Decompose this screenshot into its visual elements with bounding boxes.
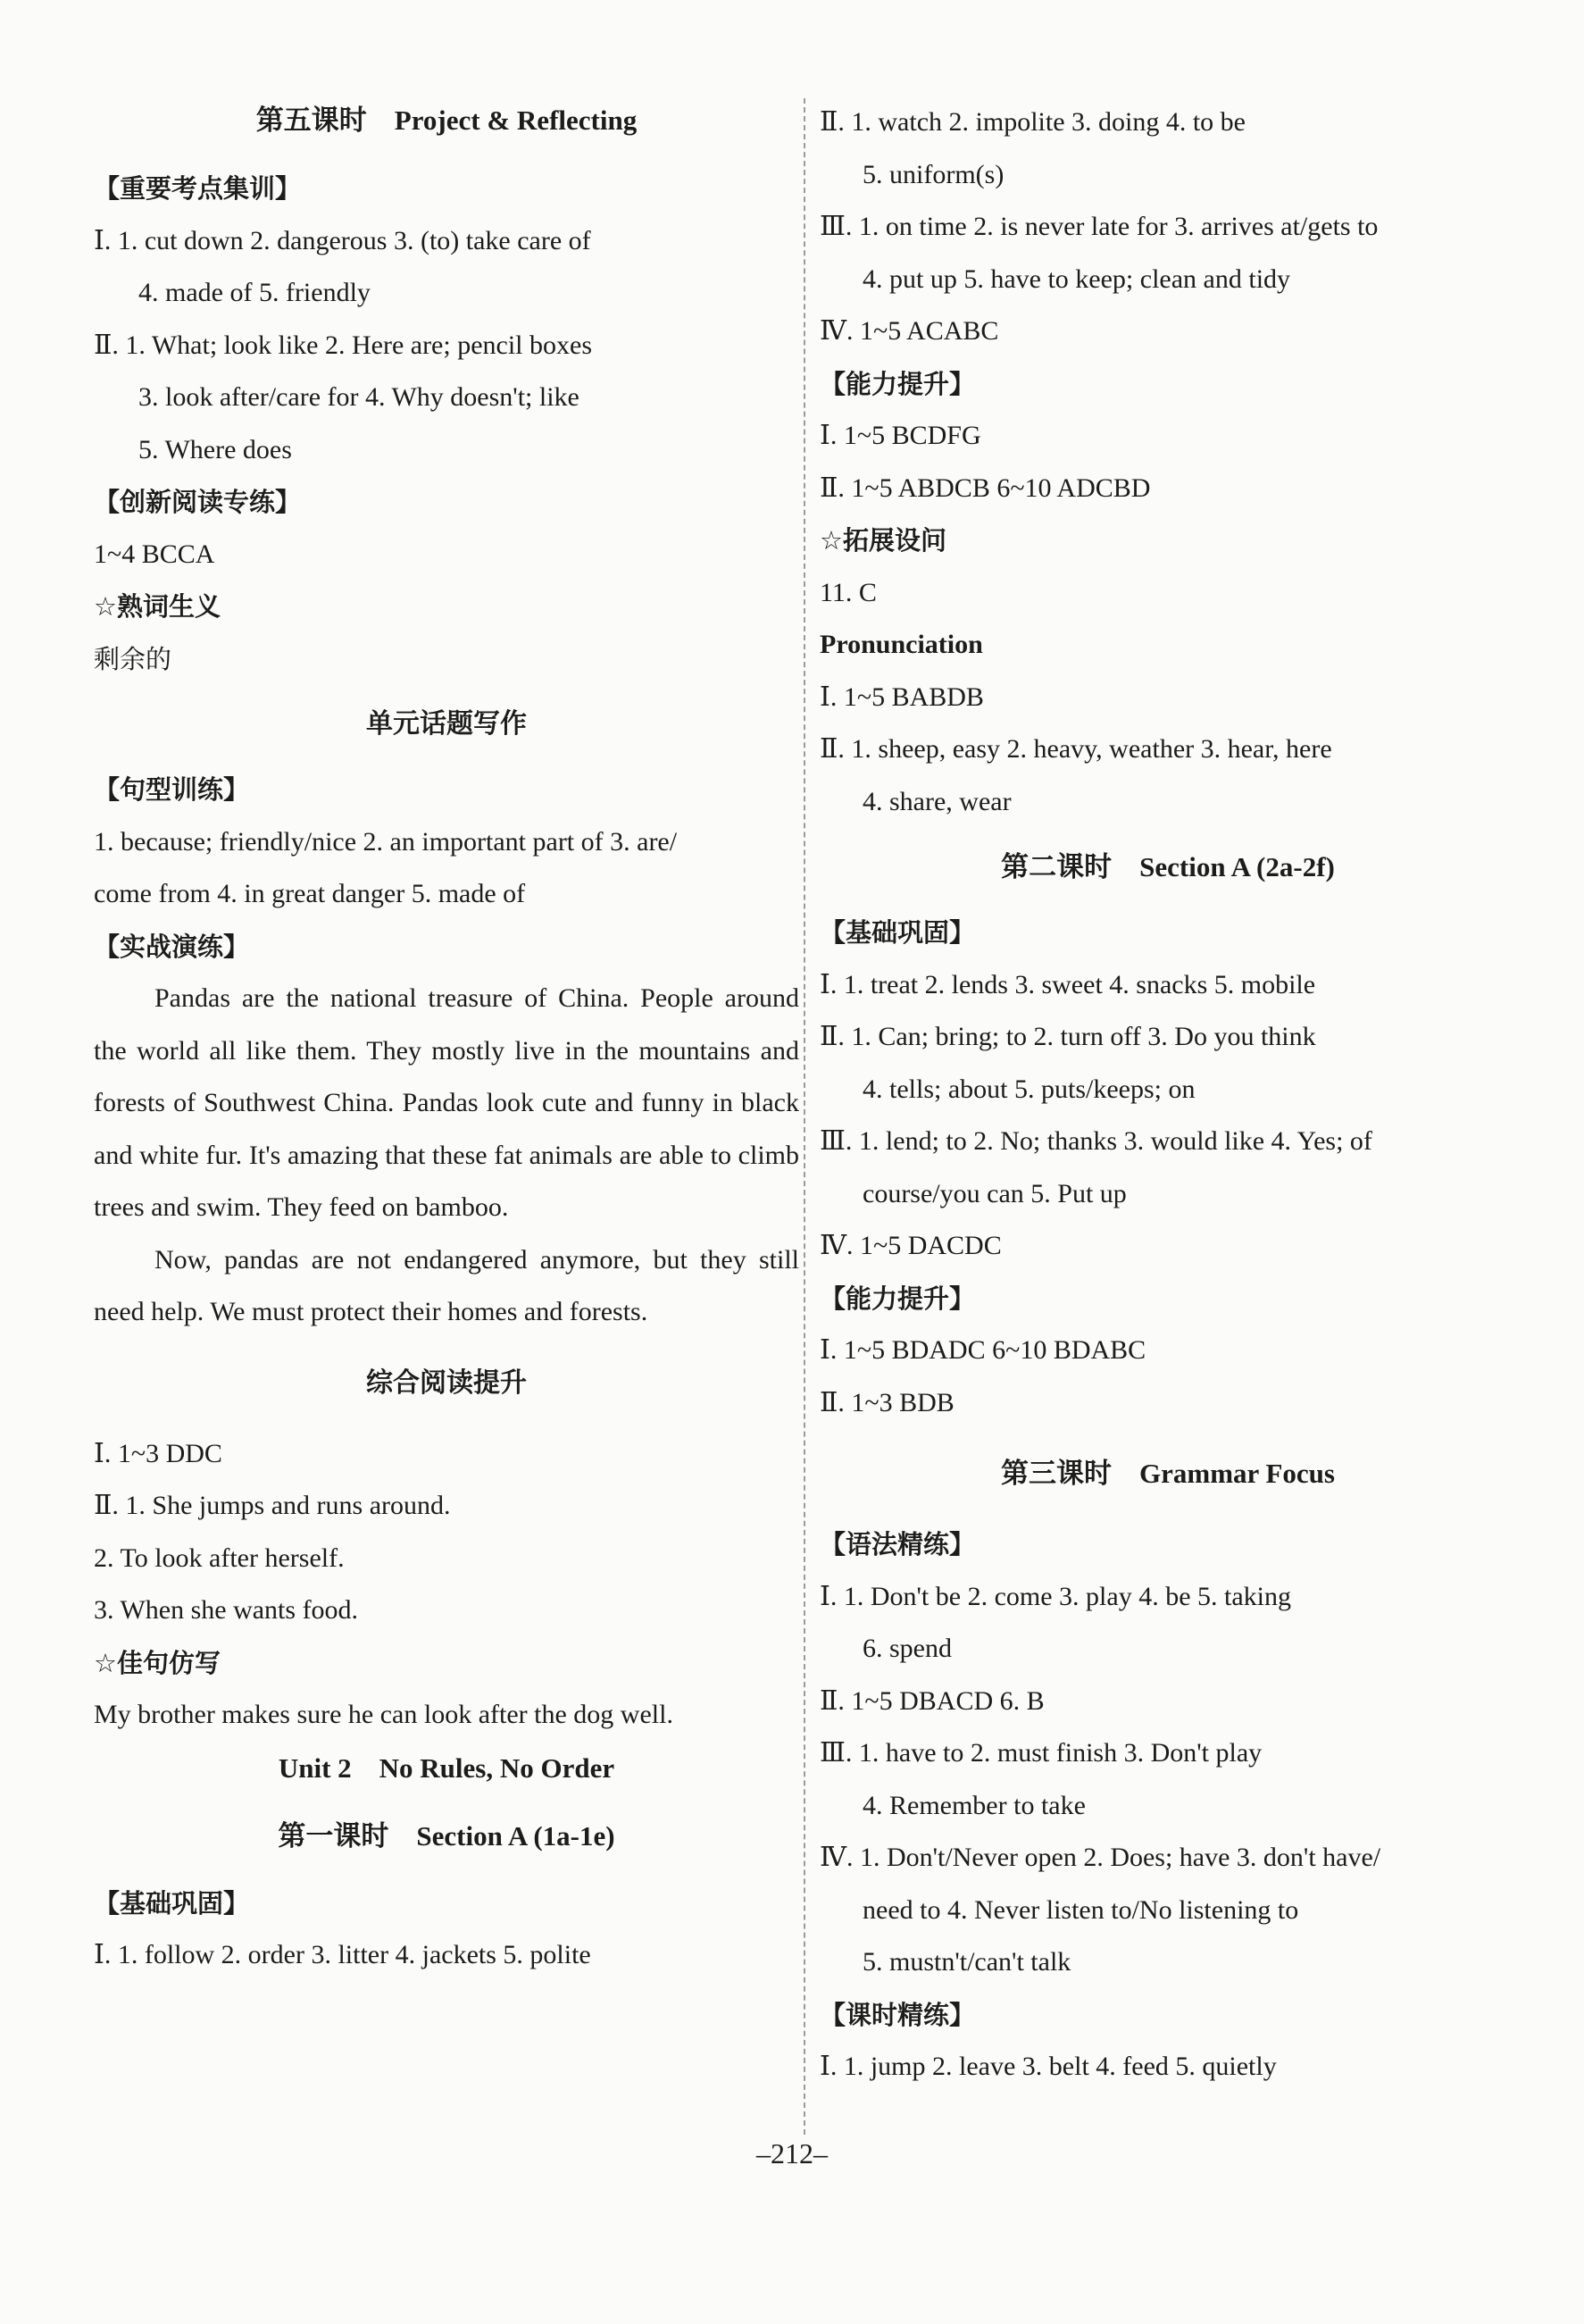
pronunciation-title: Pronunciation	[820, 630, 983, 659]
section-title: 【能力提升】	[820, 1283, 976, 1314]
answer-line: 4. Remember to take	[863, 1790, 1086, 1820]
answer-line: Ⅰ. 1. treat 2. lends 3. sweet 4. snacks 5. mobile	[820, 969, 1316, 999]
answer-line: Ⅱ. 1~5 ABDCB 6~10 ADCBD	[820, 472, 1151, 503]
answer-line: 4. share, wear	[863, 786, 1012, 816]
answer-line: 4. put up 5. have to keep; clean and tidy	[863, 263, 1291, 294]
answer-line: Ⅳ. 1. Don't/Never open 2. Does; have 3. don't have/	[820, 1843, 1381, 1872]
answer-line: Ⅱ. 1. She jumps and runs around.	[94, 1491, 451, 1520]
answer-line: Ⅰ. 1~5 BDADC 6~10 BDABC	[820, 1335, 1146, 1365]
answer-line: Ⅲ. 1. lend; to 2. No; thanks 3. would like 4. Yes; of	[820, 1126, 1372, 1156]
reading-title: 综合阅读提升	[366, 1367, 527, 1399]
section-title: 【创新阅读专练】	[94, 487, 302, 517]
answer-line: Ⅱ. 1~5 DBACD 6. B	[820, 1685, 1045, 1716]
section-title: 【实战演练】	[94, 931, 250, 962]
section-title: ☆拓展设问	[820, 525, 946, 556]
answer-line: 11. C	[820, 577, 877, 607]
answer-line: Ⅰ. 1. Don't be 2. come 3. play 4. be 5. taking	[820, 1581, 1291, 1611]
answer-line: 6. spend	[863, 1634, 952, 1663]
section-title: 【课时精练】	[820, 1999, 976, 2030]
page-number: –212–	[756, 2137, 828, 2169]
answer-line: come from 4. in great danger 5. made of	[94, 879, 526, 908]
section-title: 【重要考点集训】	[94, 173, 302, 204]
answer-line: course/you can 5. Put up	[863, 1178, 1127, 1208]
answer-line: 4. made of 5. friendly	[138, 278, 371, 307]
lesson3-title: 第三课时 Grammar Focus	[1001, 1458, 1335, 1489]
answer-line: Ⅰ. 1~5 BCDFG	[820, 421, 981, 450]
answer-line: Ⅲ. 1. on time 2. is never late for 3. arrives at/gets to	[820, 212, 1379, 241]
section-title: 【句型训练】	[94, 774, 250, 805]
answer-line: Ⅰ. 1. cut down 2. dangerous 3. (to) take care of	[94, 225, 591, 255]
answer-line: 1~4 BCCA	[94, 539, 215, 569]
section-title: 【语法精练】	[820, 1529, 976, 1559]
answer-line: 4. tells; about 5. puts/keeps; on	[863, 1074, 1196, 1104]
section-title: 【能力提升】	[820, 368, 976, 399]
essay-paragraph: Now, pandas are not endangered anymore, but they still need help. We must protect their homes and forests.	[94, 1244, 799, 1326]
section-title: ☆佳句仿写	[94, 1647, 221, 1678]
answer-line: need to 4. Never listen to/No listening to	[863, 1894, 1299, 1925]
answer-line: Ⅱ. 1. watch 2. impolite 3. doing 4. to be	[820, 107, 1246, 137]
answer-line: Ⅱ. 1. What; look like 2. Here are; pencil boxes	[94, 330, 593, 360]
left-column	[94, 89, 799, 1982]
answer-line: Ⅰ. 1~3 DDC	[94, 1438, 222, 1468]
answer-line: Ⅰ. 1~5 BABDB	[820, 681, 984, 712]
answer-line: Ⅳ. 1~5 DACDC	[820, 1231, 1002, 1260]
writing-title: 单元话题写作	[366, 708, 527, 740]
section-title: 【基础巩固】	[820, 917, 976, 948]
answer-line: 5. mustn't/can't talk	[863, 1947, 1071, 1977]
answer-line: Ⅲ. 1. have to 2. must finish 3. Don't play	[820, 1738, 1263, 1768]
column-divider	[804, 98, 805, 2135]
answer-line: Ⅰ. 1. jump 2. leave 3. belt 4. feed 5. quietly	[820, 2052, 1277, 2081]
lesson1-title: 第一课时 Section A (1a-1e)	[278, 1819, 615, 1852]
answer-line: Ⅱ. 1. Can; bring; to 2. turn off 3. Do you think	[820, 1022, 1316, 1051]
answer-line: Ⅱ. 1~3 BDB	[820, 1387, 955, 1417]
essay-paragraph: Pandas are the national treasure of China. People around the world all like them. They mostly live in the mountains and forests of Southwest China. Pandas look cute and funny in black and white fur. It's amazing that these fat animals are able to climb trees and swim. They feed on bamboo.	[94, 983, 799, 1222]
unit-title: Unit 2 No Rules, No Order	[278, 1751, 615, 1784]
answer-line: My brother makes sure he can look after the dog well.	[94, 1700, 673, 1729]
section-title: ☆熟词生义	[94, 591, 221, 622]
answer-line: Ⅳ. 1~5 ACABC	[820, 316, 999, 346]
lesson2-title: 第二课时 Section A (2a-2f)	[1001, 851, 1335, 882]
lesson5-title: 第五课时 Project & Reflecting	[255, 104, 638, 136]
section-title: 【基础巩固】	[94, 1887, 250, 1919]
answer-line: 2. To look after herself.	[94, 1542, 345, 1573]
answer-line: 5. Where does	[138, 434, 292, 464]
answer-line: 3. look after/care for 4. Why doesn't; like	[138, 382, 579, 412]
answer-line: Ⅰ. 1. follow 2. order 3. litter 4. jackets 5. polite	[94, 1940, 591, 1969]
answer-line: 3. When she wants food.	[94, 1595, 359, 1625]
answer-line: Ⅱ. 1. sheep, easy 2. heavy, weather 3. hear, here	[820, 734, 1332, 764]
right-column	[820, 96, 1516, 2094]
answer-line: 1. because; friendly/nice 2. an important part of 3. are/	[94, 826, 678, 857]
answer-line: 5. uniform(s)	[863, 159, 1005, 189]
answer-line: 剩余的	[94, 643, 172, 674]
